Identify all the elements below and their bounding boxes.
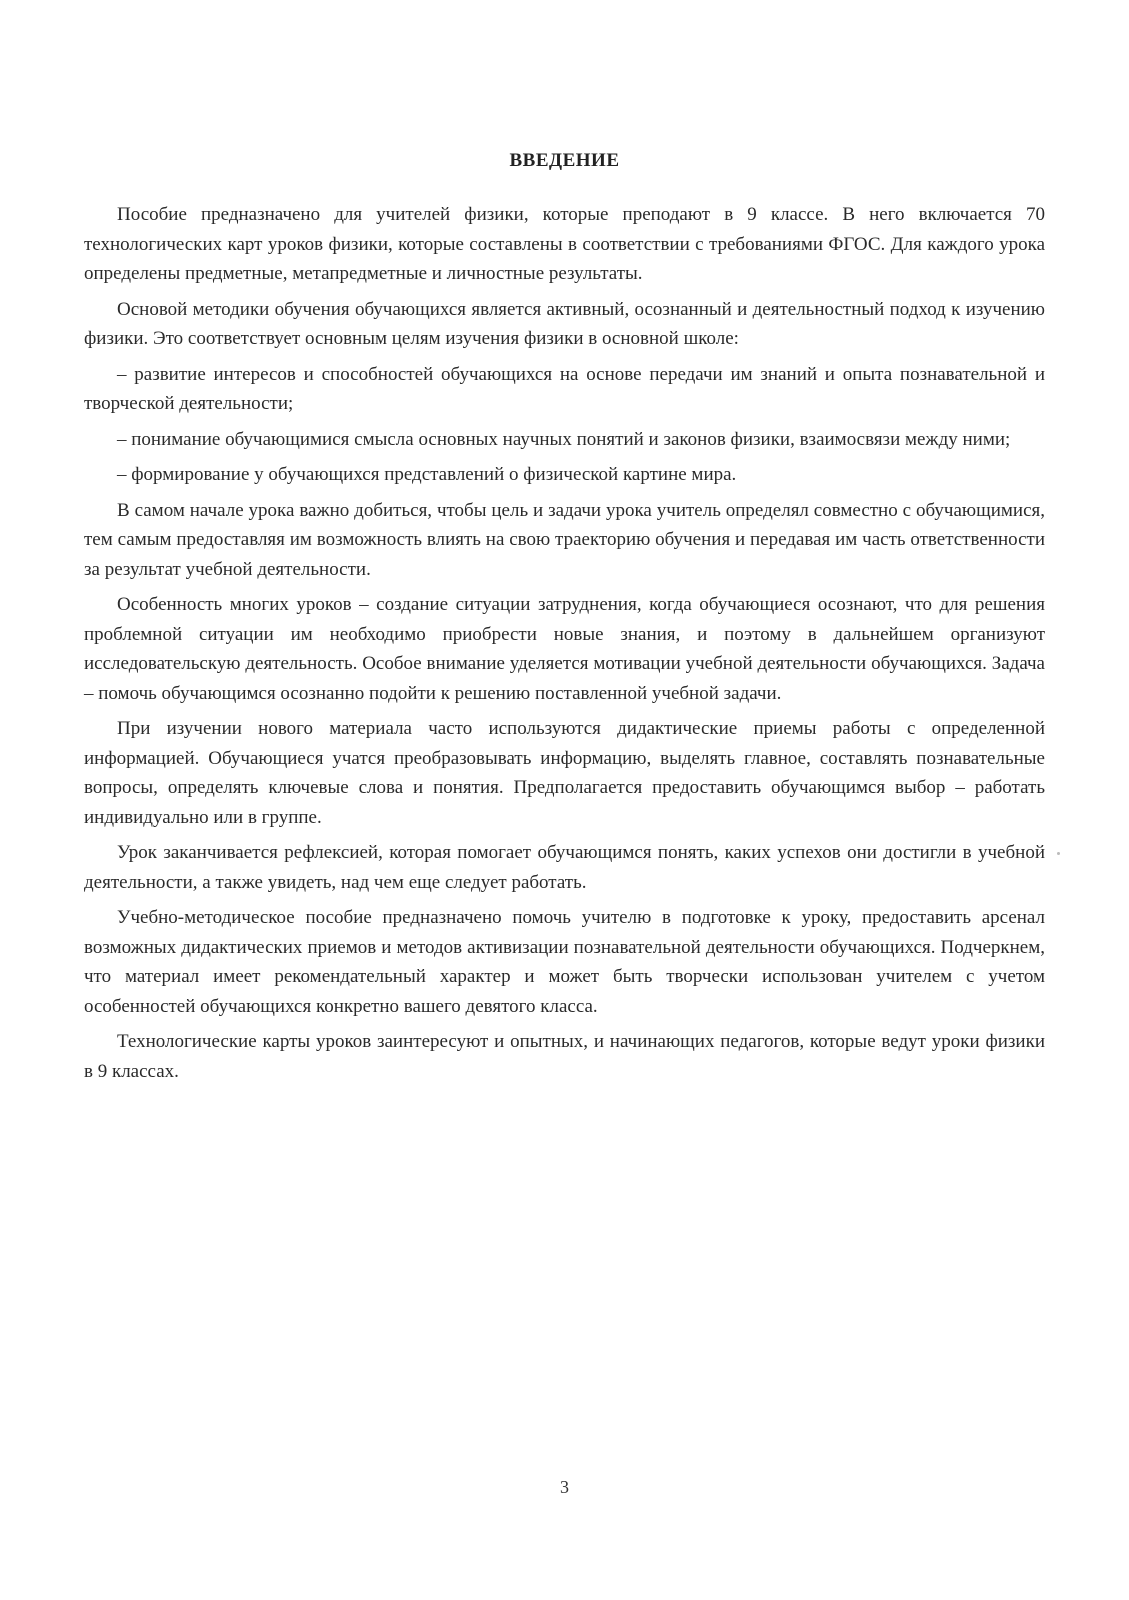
scan-speck [1057, 852, 1060, 855]
paragraph-8: Технологические карты уроков заинтересуют и опытных, и начинающих педагогов, которые ведут уроки физики в 9 классах. [84, 1031, 1045, 1082]
list-item-2: – понимание обучающимися смысла основных научных понятий и законов физики, взаимосвязи между ними; [117, 428, 1011, 450]
paragraph-1: Пособие предназначено для учителей физики, которые преподают в 9 классе. В него включается 70 технологических карт уроков физики, которые составлены в соответствии с требованиями ФГОС. Для каждого урока определены предметные, метапредметные и личностные результаты. [84, 204, 1045, 284]
paragraph-7: Учебно-методическое пособие предназначено помочь учителю в подготовке к уроку, предоставить арсенал возможных дидактических приемов и методов активизации познавательной деятельности обучающихся. Подчеркнем, что материал имеет рекомендательный характер и может быть творчески использован учителем с учетом особенностей обучающихся конкретно вашего девятого класса. [84, 907, 1045, 1017]
document-body [84, 200, 1045, 1092]
paragraph-2: Основой методики обучения обучающихся является активный, осознанный и деятельностный подход к изучению физики. Это соответствует основным целям изучения физики в основной школе: [84, 298, 1045, 349]
list-item-3: – формирование у обучающихся представлений о физической картине мира. [117, 464, 737, 485]
paragraph-3: В самом начале урока важно добиться, чтобы цель и задачи урока учитель определял совместно с обучающимися, тем самым предоставляя им возможность влиять на свою траекторию обучения и передавая им часть ответственности за результат учебной деятельности. [84, 499, 1045, 580]
page-title: ВВЕДЕНИЕ [509, 150, 620, 171]
paragraph-5: При изучении нового материала часто используются дидактические приемы работы с определенной информацией. Обучающиеся учатся преобразовывать информацию, выделять главное, составлять познавательные вопросы, определять ключевые слова и понятия. Предполагается предоставить обучающимся выбор – работать индивидуально или в группе. [84, 718, 1045, 828]
list-item-1: – развитие интересов и способностей обучающихся на основе передачи им знаний и опыта познавательной и творческой деятельности; [84, 363, 1045, 414]
paragraph-4: Особенность многих уроков – создание ситуации затруднения, когда обучающиеся осознают, что для решения проблемной ситуации им необходимо приобрести новые знания, и поэтому в дальнейшем организуют исследовательскую деятельность. Особое внимание уделяется мотивации учебной деятельности обучающихся. Задача – помочь обучающимся осознанно подойти к решению поставленной учебной задачи. [84, 594, 1045, 704]
paragraph-6: Урок заканчивается рефлексией, которая помогает обучающимся понять, каких успехов они достигли в учебной деятельности, а также увидеть, над чем еще следует работать. [84, 842, 1045, 893]
page-number: 3 [560, 1477, 569, 1497]
